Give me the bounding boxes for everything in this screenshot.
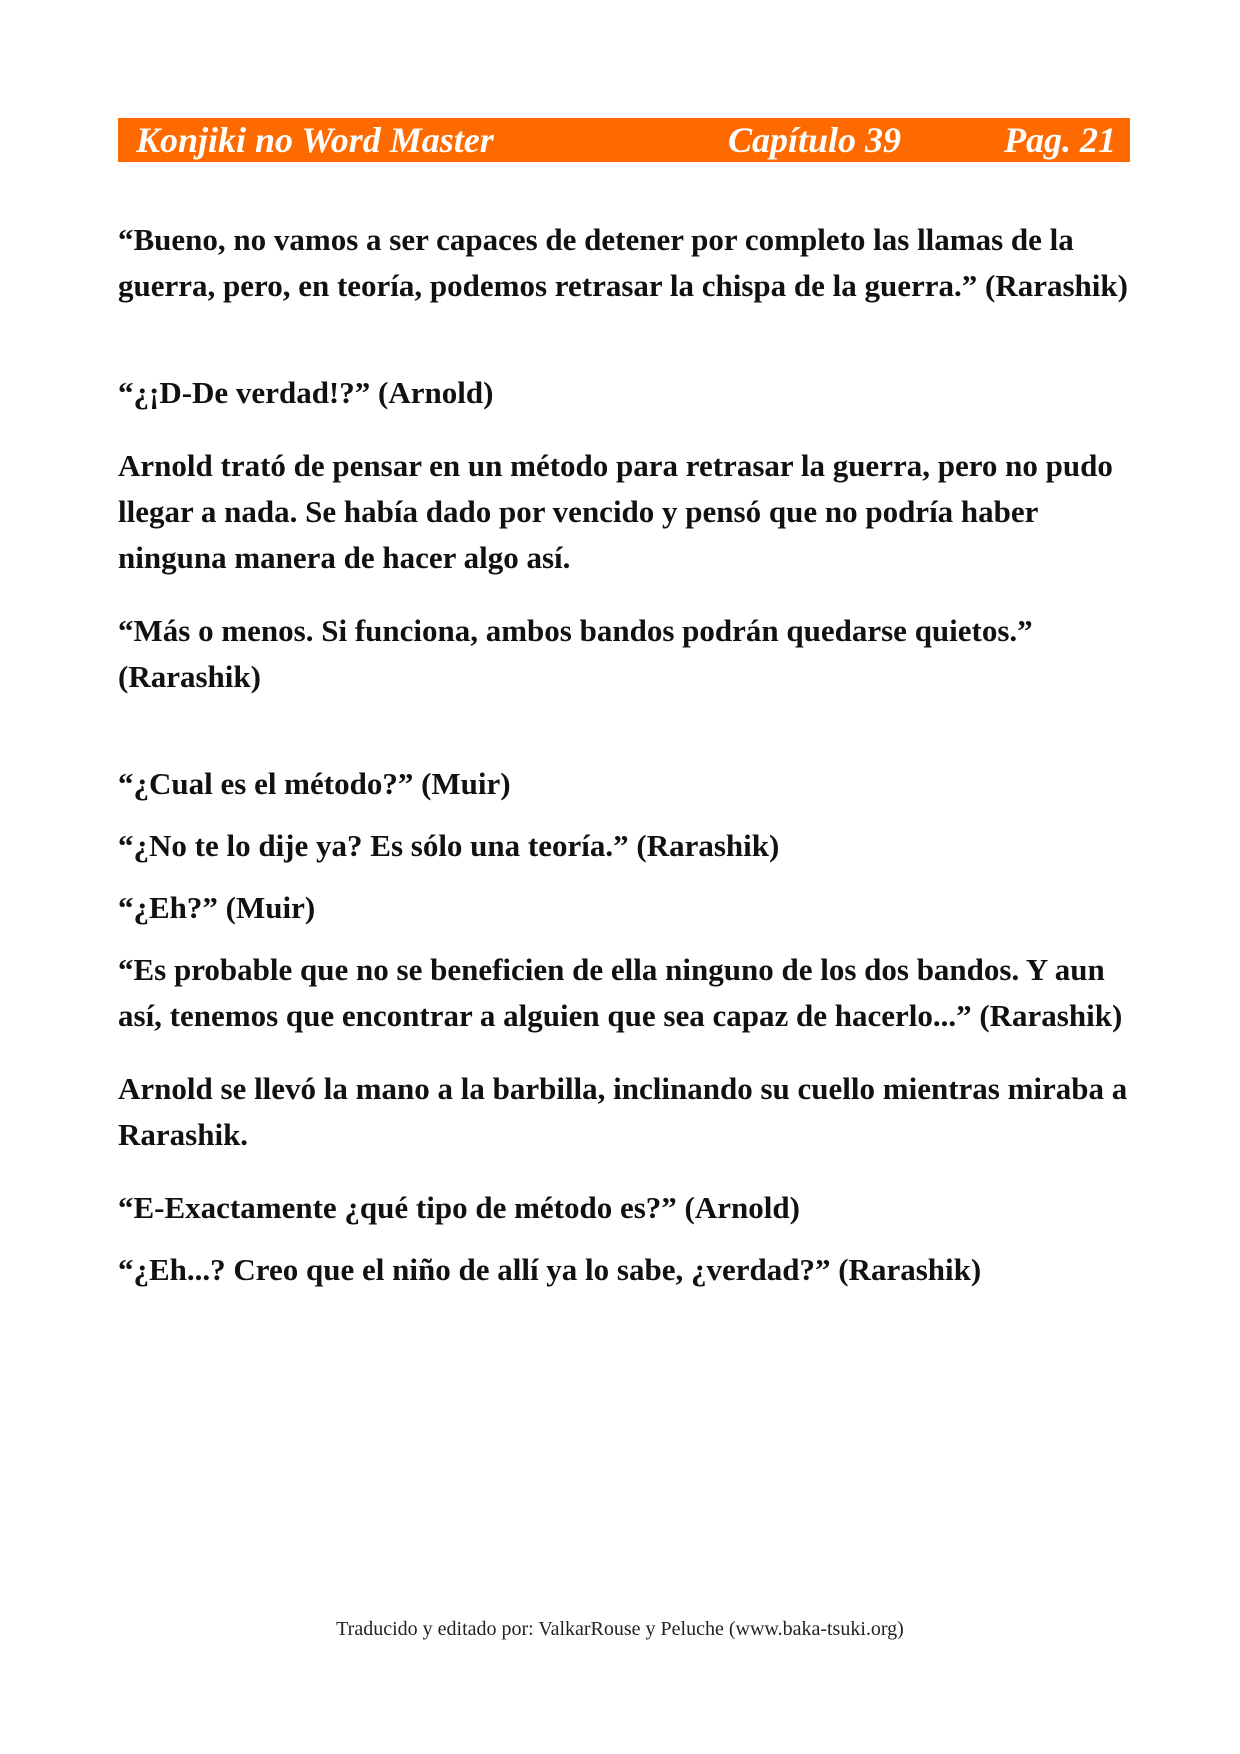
paragraph: “¿¡D-De verdad!?” (Arnold): [118, 375, 494, 410]
book-title: Konjiki no Word Master: [136, 120, 494, 160]
page-header: [118, 118, 1130, 162]
paragraph: “Más o menos. Si funciona, ambos bandos podrán quedarse quietos.” (Rarashik): [118, 613, 1033, 694]
page-footer: Traducido y editado por: ValkarRouse y Peluche (www.baka-tsuki.org): [336, 1618, 904, 1640]
paragraph: “¿No te lo dije ya? Es sólo una teoría.” (Rarashik): [118, 828, 780, 863]
paragraph: “¿Eh...? Creo que el niño de allí ya lo sabe, ¿verdad?” (Rarashik): [118, 1252, 982, 1287]
paragraph: Arnold se llevó la mano a la barbilla, inclinando su cuello mientras miraba a Rarashik.: [118, 1071, 1128, 1152]
paragraph: “Es probable que no se beneficien de ella ninguno de los dos bandos. Y aun así, tenemos que encontrar a alguien que sea capaz de hacerlo...” (Rarashik): [118, 952, 1123, 1033]
paragraph: Arnold trató de pensar en un método para retrasar la guerra, pero no pudo llegar a nada. Se había dado por vencido y pensó que no podría haber ninguna manera de hacer algo así.: [118, 448, 1113, 575]
chapter-label: Capítulo 39: [728, 120, 902, 160]
paragraph: “¿Cual es el método?” (Muir): [118, 766, 511, 801]
page-number: Pag. 21: [1004, 120, 1116, 160]
paragraph: “E-Exactamente ¿qué tipo de método es?” (Arnold): [118, 1190, 800, 1225]
paragraph: “¿Eh?” (Muir): [118, 890, 316, 925]
paragraph: “Bueno, no vamos a ser capaces de detener por completo las llamas de la guerra, pero, en teoría, podemos retrasar la chispa de la guerra.” (Rarashik): [118, 222, 1128, 303]
page-body: [118, 217, 1138, 1293]
